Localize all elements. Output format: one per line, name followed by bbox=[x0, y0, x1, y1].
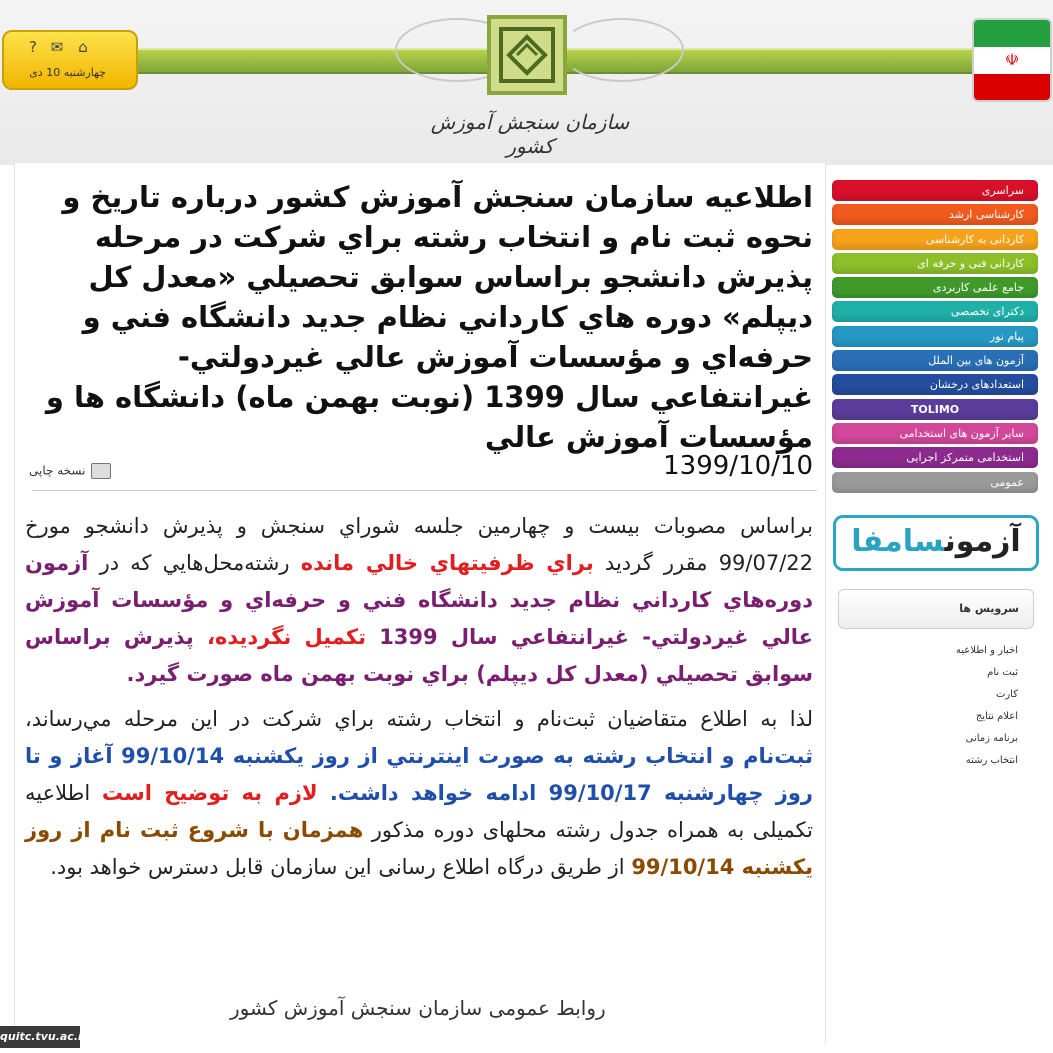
article-signature: روابط عمومی سازمان سنجش آموزش كشور bbox=[230, 996, 606, 1020]
p1-highlight-red-2: تكميل نگرديده، bbox=[206, 625, 380, 649]
print-label: نسخه چاپی bbox=[29, 463, 86, 478]
services-list bbox=[838, 640, 1018, 772]
flag-stripe-red bbox=[974, 74, 1050, 102]
nav-item-other-employment[interactable]: سایر آزمون های استخدامی bbox=[832, 423, 1038, 444]
nav-item-kardani-karshenasi[interactable]: کاردانی به کارشناسی bbox=[832, 229, 1038, 250]
help-icon[interactable]: ? bbox=[29, 38, 37, 56]
site-watermark: quitc.tvu.ac.ir bbox=[0, 1026, 80, 1048]
service-link-field-selection[interactable]: انتخاب رشته bbox=[965, 755, 1018, 766]
service-link-card[interactable]: کارت bbox=[995, 689, 1018, 700]
article-paragraph-1 bbox=[25, 508, 813, 693]
nav-item-doktora[interactable]: دکترای تخصصی bbox=[832, 301, 1038, 322]
nav-item-international[interactable]: آزمون های بین الملل bbox=[832, 350, 1038, 371]
mail-icon[interactable]: ✉ bbox=[50, 38, 64, 56]
iran-flag bbox=[972, 18, 1052, 102]
site-logo[interactable] bbox=[487, 15, 567, 95]
p2-highlight-brown: همزمان با شروع ثبت نام از روز يكشنبه 99/10/14 bbox=[25, 818, 813, 879]
sidebar-nav bbox=[832, 180, 1038, 496]
flag-emblem-icon: ☫ bbox=[1004, 50, 1020, 69]
service-link-results[interactable]: اعلام نتایج bbox=[975, 711, 1018, 722]
nav-item-general[interactable]: عمومی bbox=[832, 472, 1038, 493]
nav-item-sarasari[interactable]: سراسری bbox=[832, 180, 1038, 201]
p1-text-a: براساس مصوبات بيست و چهارمين جلسه شوراي سنجش و پذيرش دانشجو مورخ 99/07/22 مقرر گرديد bbox=[25, 514, 814, 575]
nav-item-payam-noor[interactable]: پیام نور bbox=[832, 326, 1038, 347]
site-header bbox=[0, 0, 1053, 165]
org-name: سازمان سنجش آموزش كشور bbox=[430, 110, 630, 158]
print-link[interactable] bbox=[29, 463, 111, 479]
services-title: سرویس ها bbox=[959, 602, 1019, 615]
nav-item-elmi-karbordi[interactable]: جامع علمی کاربردی bbox=[832, 277, 1038, 298]
article-date: 1399/10/10 bbox=[663, 451, 813, 481]
samfa-part1: آزمون bbox=[944, 524, 1021, 559]
p2-text-a: لذا به اطلاع متقاضيان ثبت‌نام و انتخاب رشته براي شركت در اين مرحله مي‌رساند، bbox=[25, 707, 813, 731]
samfa-banner[interactable] bbox=[833, 515, 1039, 571]
p2-highlight-red: لازم به توضيح است bbox=[101, 781, 330, 805]
services-header bbox=[838, 589, 1034, 629]
p1-text-c: رشته‌محل‌هايي كه در bbox=[88, 551, 301, 575]
p2-text-f: از طريق درگاه اطلاع رسانی اين سازمان قابل دسترس خواهد بود. bbox=[50, 855, 632, 879]
samfa-logo-text bbox=[836, 524, 1036, 559]
service-link-schedule[interactable]: برنامه زمانی bbox=[965, 733, 1018, 744]
article-paragraph-2 bbox=[25, 701, 813, 886]
samfa-part2: سامفا bbox=[851, 524, 945, 559]
p1-highlight-purple-1: آزمون دوره‌هاي كارداني نظام جديد دانشگاه فني و حرفه‌اي و مؤسسات آموزش عالي غيردولتي- غيرانتفاعي سال 1399 bbox=[25, 551, 813, 649]
nav-item-fani-herfei[interactable]: کاردانی فنی و حرفه ای bbox=[832, 253, 1038, 274]
service-link-register[interactable]: ثبت نام bbox=[987, 667, 1018, 678]
quick-links-box bbox=[2, 30, 138, 90]
service-link-news[interactable]: اخبار و اطلاعیه bbox=[955, 645, 1018, 656]
p2-text-d: اطلاعيه تكميلی به همراه جدول رشته محلهای دوره مذكور bbox=[25, 781, 813, 842]
header-date: چهارشنبه 10 دی bbox=[29, 66, 106, 79]
main-content bbox=[14, 163, 826, 1043]
header-ornament-right bbox=[560, 18, 684, 82]
nav-item-talents[interactable]: استعدادهای درخشان bbox=[832, 374, 1038, 395]
article-title: اطلاعيه سازمان سنجش آموزش كشور درباره تاريخ و نحوه ثبت نام و انتخاب رشته براي شركت در مرحله پذيرش دانشجو براساس سوابق تحصيلي «معدل كل ديپلم» دوره هاي كارداني نظام جديد دانشگاه فني و حرفه‌اي و مؤسسات آموزش عالي غيردولتي- غيرانتفاعي سال 1399 (نوبت بهمن ماه) دانشگاه ها و مؤسسات آموزش عالي bbox=[45, 180, 813, 454]
p1-highlight-red: براي ظرفيتهاي خالي مانده bbox=[300, 551, 594, 575]
flag-stripe-green bbox=[974, 20, 1050, 47]
nav-item-arshad[interactable]: کارشناسی ارشد bbox=[832, 204, 1038, 225]
home-icon[interactable]: ⌂ bbox=[78, 38, 88, 56]
print-icon bbox=[91, 463, 111, 479]
p2-highlight-blue: ثبت‌نام و انتخاب رشته به صورت اينترنتي از روز يكشنبه 99/10/14 آغاز و تا روز چهارشنبه 99/10/17 ادامه خواهد داشت. bbox=[25, 744, 813, 805]
nav-item-tolimo[interactable]: TOLIMO bbox=[832, 399, 1038, 420]
p1-highlight-purple-2: پذيرش براساس سوابق تحصيلي (معدل كل ديپلم) براي نوبت بهمن ماه صورت گيرد. bbox=[25, 625, 813, 686]
nav-item-central-employment[interactable]: استخدامی متمرکز اجرایی bbox=[832, 447, 1038, 468]
title-divider bbox=[32, 490, 817, 491]
